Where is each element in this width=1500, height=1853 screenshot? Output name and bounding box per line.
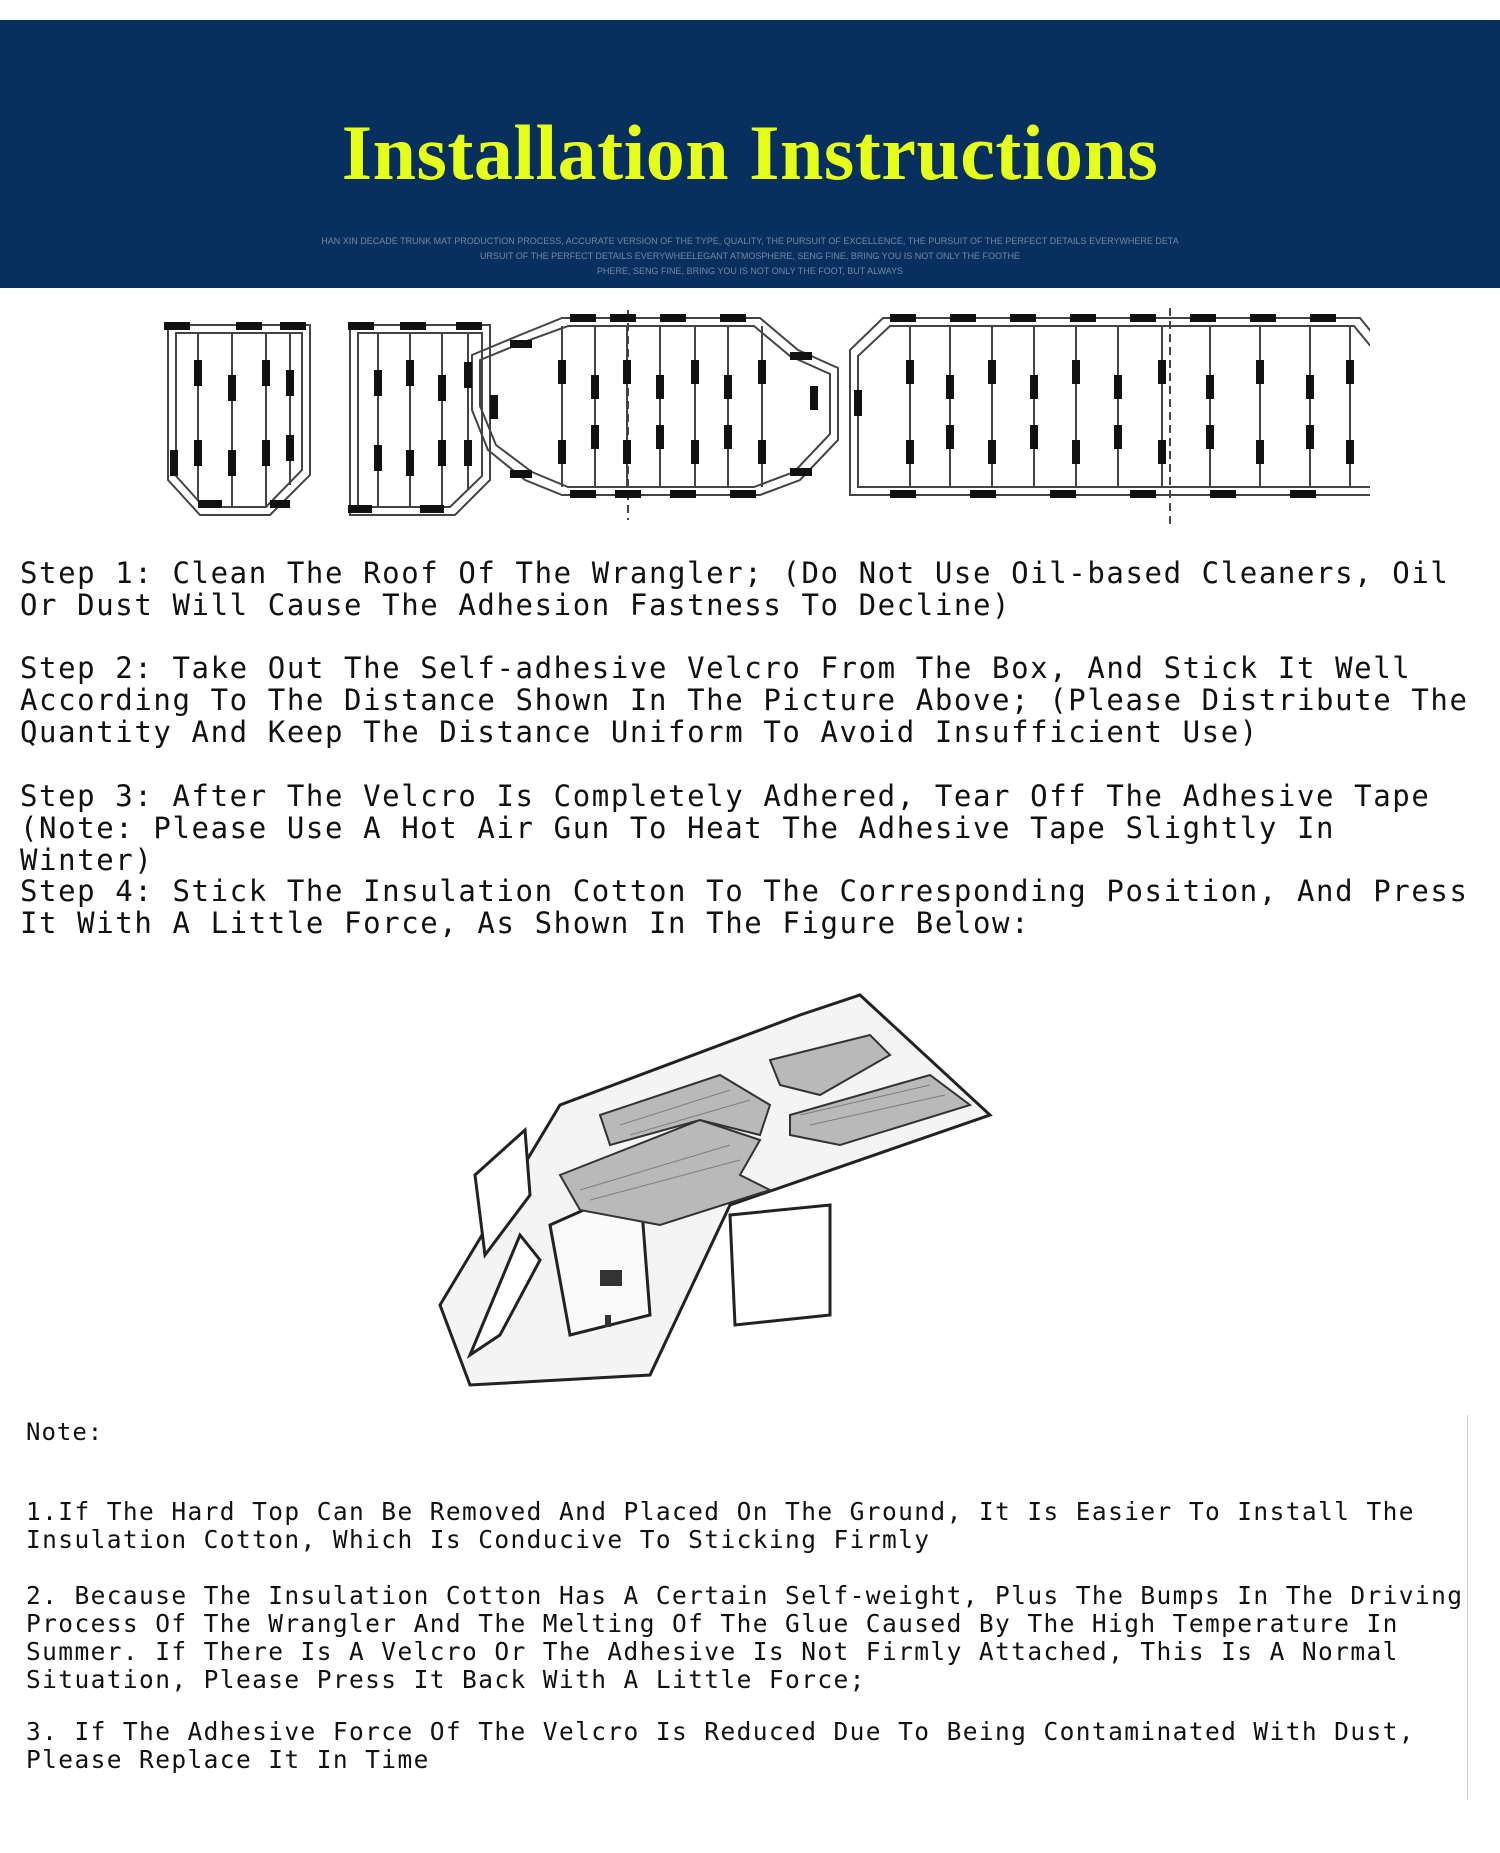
note-item-3: 3. If The Adhesive Force Of The Velcro Is Reduced Due To Being Contaminated With Dust, Please Replace It In Time	[26, 1717, 1415, 1774]
banner-subtitle-line: URSUIT OF THE PERFECT DETAILS EVERYWHEELEGANT ATMOSPHERE, SENG FINE, BRING YOU IS NOT ONLY THE FOOTHE	[479, 251, 1021, 261]
page-title: Installation Instructions	[341, 109, 1159, 196]
note-item-1: 1.If The Hard Top Can Be Removed And Placed On The Ground, It Is Easier To Install The Insulation Cotton, Which Is Conducive To Sticking Firmly	[26, 1497, 1415, 1554]
velcro-placement-diagram	[150, 300, 1370, 540]
step-1-text: Step 1: Clean The Roof Of The Wrangler; (Do Not Use Oil-based Cleaners, Oil Or Dust Will Cause The Adhesion Fastness To Decline)	[20, 556, 1469, 622]
step-2-text: Step 2: Take Out The Self-adhesive Velcro From The Box, And Stick It Well According To The Distance Shown In The Picture Above; (Please Distribute The Quantity And Keep The Distance Uniform To Avoid Insufficient Use)	[20, 651, 1488, 749]
header-banner	[0, 20, 1500, 288]
note-heading: Note:	[26, 1418, 104, 1446]
note-item-2: 2. Because The Insulation Cotton Has A Certain Self-weight, Plus The Bumps In The Driving Process Of The Wrangler And The Melting Of The Glue Caused By The High Temperature In Summer. If There Is A Velcro Or The Adhesive Is Not Firmly Attached, This Is A Normal Situation, Please Press It Back With A Little Force;	[26, 1581, 1464, 1694]
banner-subtitle-line: HAN XIN DECADE TRUNK MAT PRODUCTION PROCESS, ACCURATE VERSION OF THE TYPE, QUALITY, THE PURSUIT OF EXCELLENCE, THE PURSUIT OF THE PERFECT DETAILS EVERYWHERE DETA	[321, 236, 1179, 246]
banner-subtitle-line: PHERE, SENG FINE, BRING YOU IS NOT ONLY THE FOOT, BUT ALWAYS	[597, 266, 903, 276]
banner-subtitle	[0, 234, 1500, 279]
hardtop-insulation-illustration	[430, 975, 1100, 1395]
step-3-text: Step 3: After The Velcro Is Completely Adhered, Tear Off The Adhesive Tape (Note: Please Use A Hot Air Gun To Heat The Adhesive Tape Slightly In Winter)	[20, 779, 1450, 877]
divider	[1467, 1415, 1468, 1800]
step-4-text: Step 4: Stick The Insulation Cotton To The Corresponding Position, And Press It With A Little Force, As Shown In The Figure Below:	[20, 874, 1488, 940]
